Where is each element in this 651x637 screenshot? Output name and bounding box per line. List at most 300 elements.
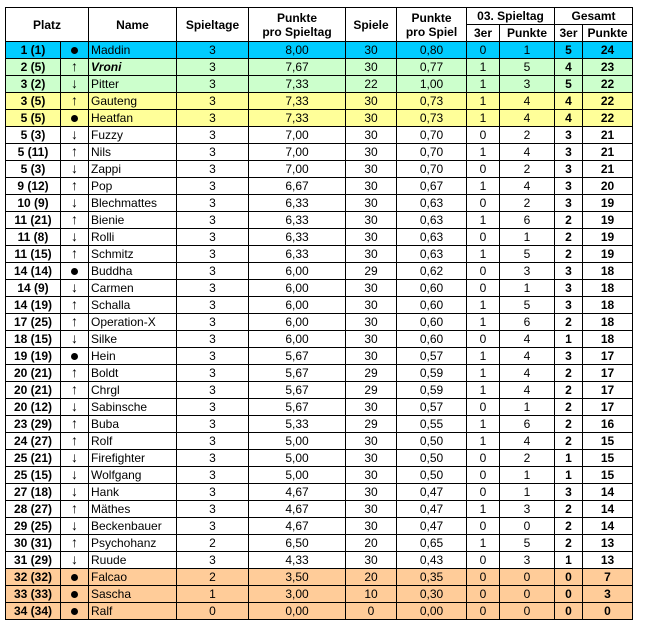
player-name: Mäthes	[89, 501, 177, 518]
arrow-up-icon: ↑	[71, 245, 78, 261]
total-points-cell: 14	[583, 501, 633, 518]
player-name: Schmitz	[89, 246, 177, 263]
standings-body	[6, 42, 633, 620]
rank-cell: 3 (5)	[6, 93, 61, 110]
rank-cell: 28 (27)	[6, 501, 61, 518]
games-cell: 30	[346, 501, 397, 518]
table-row	[6, 195, 633, 212]
points-per-game-cell: 0,70	[397, 161, 467, 178]
rank-cell: 34 (34)	[6, 603, 61, 620]
matchday-points-cell: 2	[500, 195, 555, 212]
matchday-3er-cell: 1	[467, 365, 500, 382]
trend-cell	[61, 246, 89, 263]
spieltage-cell: 2	[177, 535, 249, 552]
games-cell: 30	[346, 161, 397, 178]
player-name: Buba	[89, 416, 177, 433]
points-per-matchday-cell: 7,33	[249, 110, 346, 127]
matchday-points-cell: 0	[500, 569, 555, 586]
total-3er-cell: 0	[555, 603, 583, 620]
matchday-3er-cell: 1	[467, 246, 500, 263]
same-position-dot-icon	[71, 47, 78, 54]
rank-cell: 11 (8)	[6, 229, 61, 246]
trend-cell	[61, 314, 89, 331]
player-name: Pop	[89, 178, 177, 195]
trend-cell	[61, 365, 89, 382]
total-3er-cell: 5	[555, 42, 583, 59]
total-3er-cell: 2	[555, 229, 583, 246]
spieltage-cell: 3	[177, 76, 249, 93]
table-row	[6, 569, 633, 586]
matchday-points-cell: 4	[500, 433, 555, 450]
table-row	[6, 450, 633, 467]
total-3er-cell: 2	[555, 416, 583, 433]
player-name: Beckenbauer	[89, 518, 177, 535]
total-points-cell: 22	[583, 93, 633, 110]
spieltage-cell: 3	[177, 450, 249, 467]
matchday-points-cell: 2	[500, 127, 555, 144]
points-per-game-cell: 0,60	[397, 314, 467, 331]
matchday-points-cell: 3	[500, 501, 555, 518]
games-cell: 30	[346, 246, 397, 263]
matchday-3er-cell: 1	[467, 433, 500, 450]
spieltage-cell: 3	[177, 161, 249, 178]
spieltage-cell: 2	[177, 569, 249, 586]
matchday-points-cell: 6	[500, 314, 555, 331]
games-cell: 30	[346, 433, 397, 450]
total-3er-cell: 0	[555, 586, 583, 603]
matchday-points-cell: 1	[500, 229, 555, 246]
games-cell: 30	[346, 450, 397, 467]
points-per-game-cell: 0,73	[397, 110, 467, 127]
total-3er-cell: 2	[555, 246, 583, 263]
player-name: Ralf	[89, 603, 177, 620]
trend-cell	[61, 76, 89, 93]
table-row	[6, 110, 633, 127]
table-row	[6, 382, 633, 399]
matchday-points-cell: 1	[500, 280, 555, 297]
points-per-game-cell: 0,50	[397, 467, 467, 484]
matchday-3er-cell: 1	[467, 93, 500, 110]
matchday-3er-cell: 0	[467, 399, 500, 416]
trend-cell	[61, 450, 89, 467]
player-name: Rolli	[89, 229, 177, 246]
arrow-up-icon: ↑	[71, 381, 78, 397]
table-row	[6, 161, 633, 178]
arrow-up-icon: ↑	[71, 296, 78, 312]
points-per-game-cell: 0,63	[397, 195, 467, 212]
rank-cell: 14 (14)	[6, 263, 61, 280]
spieltage-cell: 3	[177, 382, 249, 399]
points-per-matchday-cell: 3,50	[249, 569, 346, 586]
games-cell: 30	[346, 331, 397, 348]
total-points-cell: 15	[583, 467, 633, 484]
total-points-cell: 18	[583, 331, 633, 348]
points-per-game-cell: 0,57	[397, 348, 467, 365]
matchday-3er-cell: 0	[467, 42, 500, 59]
points-per-game-cell: 0,47	[397, 501, 467, 518]
rank-cell: 9 (12)	[6, 178, 61, 195]
points-per-matchday-cell: 5,00	[249, 467, 346, 484]
points-per-matchday-cell: 6,67	[249, 178, 346, 195]
table-row	[6, 501, 633, 518]
games-cell: 30	[346, 229, 397, 246]
trend-cell	[61, 195, 89, 212]
matchday-3er-cell: 0	[467, 586, 500, 603]
arrow-down-icon: ↓	[71, 228, 78, 244]
player-name: Buddha	[89, 263, 177, 280]
trend-cell	[61, 212, 89, 229]
total-points-cell: 14	[583, 484, 633, 501]
matchday-3er-cell: 0	[467, 518, 500, 535]
rank-cell: 33 (33)	[6, 586, 61, 603]
total-3er-cell: 2	[555, 501, 583, 518]
arrow-up-icon: ↑	[71, 143, 78, 159]
trend-cell	[61, 93, 89, 110]
arrow-down-icon: ↓	[71, 483, 78, 499]
games-cell: 30	[346, 552, 397, 569]
points-per-matchday-cell: 4,67	[249, 501, 346, 518]
games-cell: 30	[346, 297, 397, 314]
rank-cell: 25 (21)	[6, 450, 61, 467]
header-row	[6, 8, 633, 25]
player-name: Heatfan	[89, 110, 177, 127]
total-3er-cell: 1	[555, 450, 583, 467]
matchday-3er-cell: 0	[467, 280, 500, 297]
total-3er-cell: 3	[555, 195, 583, 212]
total-points-cell: 23	[583, 59, 633, 76]
spieltage-cell: 3	[177, 416, 249, 433]
table-row	[6, 127, 633, 144]
matchday-points-cell: 6	[500, 416, 555, 433]
player-name: Gauteng	[89, 93, 177, 110]
points-per-game-cell: 0,73	[397, 93, 467, 110]
subheader-spieltag-punkte: Punkte	[500, 25, 555, 42]
games-cell: 30	[346, 178, 397, 195]
points-per-game-cell: 0,57	[397, 399, 467, 416]
header-gesamt-group: Gesamt	[555, 8, 633, 25]
matchday-points-cell: 4	[500, 331, 555, 348]
points-per-game-cell: 0,80	[397, 42, 467, 59]
player-name: Falcao	[89, 569, 177, 586]
total-3er-cell: 4	[555, 93, 583, 110]
rank-cell: 5 (3)	[6, 161, 61, 178]
player-name: Fuzzy	[89, 127, 177, 144]
spieltage-cell: 3	[177, 42, 249, 59]
trend-cell	[61, 263, 89, 280]
total-3er-cell: 2	[555, 433, 583, 450]
arrow-up-icon: ↑	[71, 211, 78, 227]
matchday-points-cell: 1	[500, 399, 555, 416]
standings-table	[5, 7, 633, 620]
same-position-dot-icon	[71, 608, 78, 615]
points-per-matchday-cell: 7,33	[249, 76, 346, 93]
player-name: Schalla	[89, 297, 177, 314]
trend-cell	[61, 416, 89, 433]
spieltage-cell: 3	[177, 314, 249, 331]
points-per-game-cell: 0,55	[397, 416, 467, 433]
trend-cell	[61, 569, 89, 586]
matchday-3er-cell: 1	[467, 416, 500, 433]
rank-cell: 20 (12)	[6, 399, 61, 416]
player-name: Rolf	[89, 433, 177, 450]
table-row	[6, 76, 633, 93]
trend-cell	[61, 433, 89, 450]
points-per-game-cell: 0,50	[397, 450, 467, 467]
spieltage-cell: 3	[177, 229, 249, 246]
points-per-matchday-cell: 5,67	[249, 382, 346, 399]
points-per-game-cell: 0,67	[397, 178, 467, 195]
spieltage-cell: 3	[177, 348, 249, 365]
matchday-points-cell: 1	[500, 467, 555, 484]
spieltage-cell: 3	[177, 433, 249, 450]
matchday-3er-cell: 1	[467, 110, 500, 127]
matchday-points-cell: 1	[500, 42, 555, 59]
total-points-cell: 15	[583, 433, 633, 450]
matchday-points-cell: 4	[500, 348, 555, 365]
header-platz: Platz	[6, 8, 89, 42]
trend-cell	[61, 382, 89, 399]
matchday-points-cell: 0	[500, 603, 555, 620]
games-cell: 30	[346, 484, 397, 501]
spieltage-cell: 3	[177, 178, 249, 195]
table-row	[6, 467, 633, 484]
rank-cell: 17 (25)	[6, 314, 61, 331]
points-per-matchday-cell: 5,67	[249, 399, 346, 416]
matchday-3er-cell: 1	[467, 348, 500, 365]
total-points-cell: 16	[583, 416, 633, 433]
matchday-3er-cell: 1	[467, 535, 500, 552]
points-per-game-cell: 0,43	[397, 552, 467, 569]
rank-cell: 32 (32)	[6, 569, 61, 586]
player-name: Chrgl	[89, 382, 177, 399]
games-cell: 30	[346, 127, 397, 144]
matchday-3er-cell: 1	[467, 314, 500, 331]
matchday-points-cell: 3	[500, 76, 555, 93]
total-points-cell: 19	[583, 195, 633, 212]
table-row	[6, 263, 633, 280]
trend-cell	[61, 467, 89, 484]
matchday-3er-cell: 0	[467, 229, 500, 246]
table-row	[6, 93, 633, 110]
points-per-matchday-cell: 6,50	[249, 535, 346, 552]
arrow-up-icon: ↑	[71, 534, 78, 550]
points-per-matchday-cell: 5,00	[249, 433, 346, 450]
same-position-dot-icon	[71, 353, 78, 360]
matchday-3er-cell: 1	[467, 382, 500, 399]
points-per-matchday-cell: 6,00	[249, 314, 346, 331]
header-name: Name	[89, 8, 177, 42]
total-points-cell: 13	[583, 535, 633, 552]
trend-cell	[61, 297, 89, 314]
points-per-game-cell: 0,47	[397, 484, 467, 501]
spieltage-cell: 0	[177, 603, 249, 620]
spieltage-cell: 3	[177, 110, 249, 127]
matchday-points-cell: 0	[500, 586, 555, 603]
games-cell: 20	[346, 535, 397, 552]
total-3er-cell: 2	[555, 399, 583, 416]
trend-cell	[61, 586, 89, 603]
arrow-down-icon: ↓	[71, 126, 78, 142]
trend-cell	[61, 348, 89, 365]
trend-cell	[61, 603, 89, 620]
trend-cell	[61, 484, 89, 501]
games-cell: 30	[346, 59, 397, 76]
arrow-up-icon: ↑	[71, 415, 78, 431]
rank-cell: 25 (15)	[6, 467, 61, 484]
arrow-up-icon: ↑	[71, 92, 78, 108]
rank-cell: 11 (15)	[6, 246, 61, 263]
total-points-cell: 24	[583, 42, 633, 59]
total-3er-cell: 2	[555, 382, 583, 399]
points-per-game-cell: 0,50	[397, 433, 467, 450]
table-row	[6, 552, 633, 569]
matchday-3er-cell: 1	[467, 76, 500, 93]
spieltage-cell: 3	[177, 127, 249, 144]
trend-cell	[61, 178, 89, 195]
points-per-matchday-cell: 6,33	[249, 212, 346, 229]
matchday-points-cell: 5	[500, 535, 555, 552]
matchday-points-cell: 0	[500, 518, 555, 535]
rank-cell: 14 (9)	[6, 280, 61, 297]
player-name: Carmen	[89, 280, 177, 297]
player-name: Operation-X	[89, 314, 177, 331]
matchday-3er-cell: 0	[467, 263, 500, 280]
total-points-cell: 19	[583, 246, 633, 263]
points-per-game-cell: 0,77	[397, 59, 467, 76]
total-3er-cell: 2	[555, 518, 583, 535]
total-points-cell: 21	[583, 161, 633, 178]
rank-cell: 10 (9)	[6, 195, 61, 212]
player-name: Maddin	[89, 42, 177, 59]
total-3er-cell: 3	[555, 161, 583, 178]
arrow-down-icon: ↓	[71, 517, 78, 533]
games-cell: 30	[346, 518, 397, 535]
arrow-down-icon: ↓	[71, 194, 78, 210]
matchday-3er-cell: 0	[467, 331, 500, 348]
spieltage-cell: 3	[177, 144, 249, 161]
header-punkte-pro-spieltag: Punkte pro Spieltag	[249, 8, 346, 42]
games-cell: 29	[346, 365, 397, 382]
player-name: Vroni	[89, 59, 177, 76]
matchday-3er-cell: 0	[467, 450, 500, 467]
matchday-3er-cell: 1	[467, 59, 500, 76]
matchday-3er-cell: 0	[467, 603, 500, 620]
points-per-game-cell: 0,63	[397, 212, 467, 229]
spieltage-cell: 3	[177, 246, 249, 263]
total-points-cell: 17	[583, 399, 633, 416]
table-row	[6, 535, 633, 552]
total-3er-cell: 3	[555, 263, 583, 280]
player-name: Nils	[89, 144, 177, 161]
table-row	[6, 433, 633, 450]
points-per-matchday-cell: 3,00	[249, 586, 346, 603]
points-per-matchday-cell: 6,33	[249, 246, 346, 263]
table-row	[6, 246, 633, 263]
header-spieltage: Spieltage	[177, 8, 249, 42]
player-name: Wolfgang	[89, 467, 177, 484]
total-points-cell: 17	[583, 382, 633, 399]
spieltage-cell: 3	[177, 552, 249, 569]
games-cell: 30	[346, 110, 397, 127]
points-per-matchday-cell: 6,33	[249, 229, 346, 246]
total-points-cell: 19	[583, 212, 633, 229]
matchday-points-cell: 3	[500, 552, 555, 569]
total-3er-cell: 5	[555, 76, 583, 93]
arrow-down-icon: ↓	[71, 466, 78, 482]
arrow-up-icon: ↑	[71, 432, 78, 448]
games-cell: 30	[346, 195, 397, 212]
total-3er-cell: 2	[555, 212, 583, 229]
trend-cell	[61, 399, 89, 416]
spieltage-cell: 3	[177, 501, 249, 518]
points-per-matchday-cell: 5,33	[249, 416, 346, 433]
table-row	[6, 212, 633, 229]
matchday-points-cell: 5	[500, 297, 555, 314]
rank-cell: 14 (19)	[6, 297, 61, 314]
header-spiele: Spiele	[346, 8, 397, 42]
trend-cell	[61, 552, 89, 569]
rank-cell: 5 (5)	[6, 110, 61, 127]
table-row	[6, 297, 633, 314]
player-name: Sascha	[89, 586, 177, 603]
total-points-cell: 18	[583, 314, 633, 331]
player-name: Hein	[89, 348, 177, 365]
games-cell: 29	[346, 263, 397, 280]
matchday-points-cell: 4	[500, 382, 555, 399]
points-per-game-cell: 0,00	[397, 603, 467, 620]
total-points-cell: 17	[583, 348, 633, 365]
spieltage-cell: 3	[177, 365, 249, 382]
rank-cell: 20 (21)	[6, 365, 61, 382]
rank-cell: 20 (21)	[6, 382, 61, 399]
matchday-points-cell: 4	[500, 365, 555, 382]
total-points-cell: 13	[583, 552, 633, 569]
total-points-cell: 17	[583, 365, 633, 382]
matchday-3er-cell: 0	[467, 161, 500, 178]
trend-cell	[61, 144, 89, 161]
spieltage-cell: 3	[177, 399, 249, 416]
points-per-matchday-cell: 6,00	[249, 297, 346, 314]
total-3er-cell: 3	[555, 280, 583, 297]
points-per-matchday-cell: 7,00	[249, 144, 346, 161]
points-per-game-cell: 0,62	[397, 263, 467, 280]
points-per-matchday-cell: 4,67	[249, 518, 346, 535]
spieltage-cell: 3	[177, 59, 249, 76]
rank-cell: 19 (19)	[6, 348, 61, 365]
arrow-up-icon: ↑	[71, 177, 78, 193]
spieltage-cell: 3	[177, 280, 249, 297]
points-per-matchday-cell: 8,00	[249, 42, 346, 59]
points-per-matchday-cell: 5,67	[249, 365, 346, 382]
player-name: Firefighter	[89, 450, 177, 467]
matchday-points-cell: 2	[500, 161, 555, 178]
total-3er-cell: 1	[555, 467, 583, 484]
matchday-3er-cell: 1	[467, 178, 500, 195]
arrow-up-icon: ↑	[71, 500, 78, 516]
spieltage-cell: 3	[177, 263, 249, 280]
table-row	[6, 399, 633, 416]
points-per-game-cell: 0,60	[397, 297, 467, 314]
arrow-down-icon: ↓	[71, 398, 78, 414]
total-points-cell: 19	[583, 229, 633, 246]
rank-cell: 30 (31)	[6, 535, 61, 552]
rank-cell: 18 (15)	[6, 331, 61, 348]
total-points-cell: 15	[583, 450, 633, 467]
arrow-down-icon: ↓	[71, 75, 78, 91]
matchday-3er-cell: 0	[467, 127, 500, 144]
player-name: Bienie	[89, 212, 177, 229]
total-3er-cell: 3	[555, 348, 583, 365]
